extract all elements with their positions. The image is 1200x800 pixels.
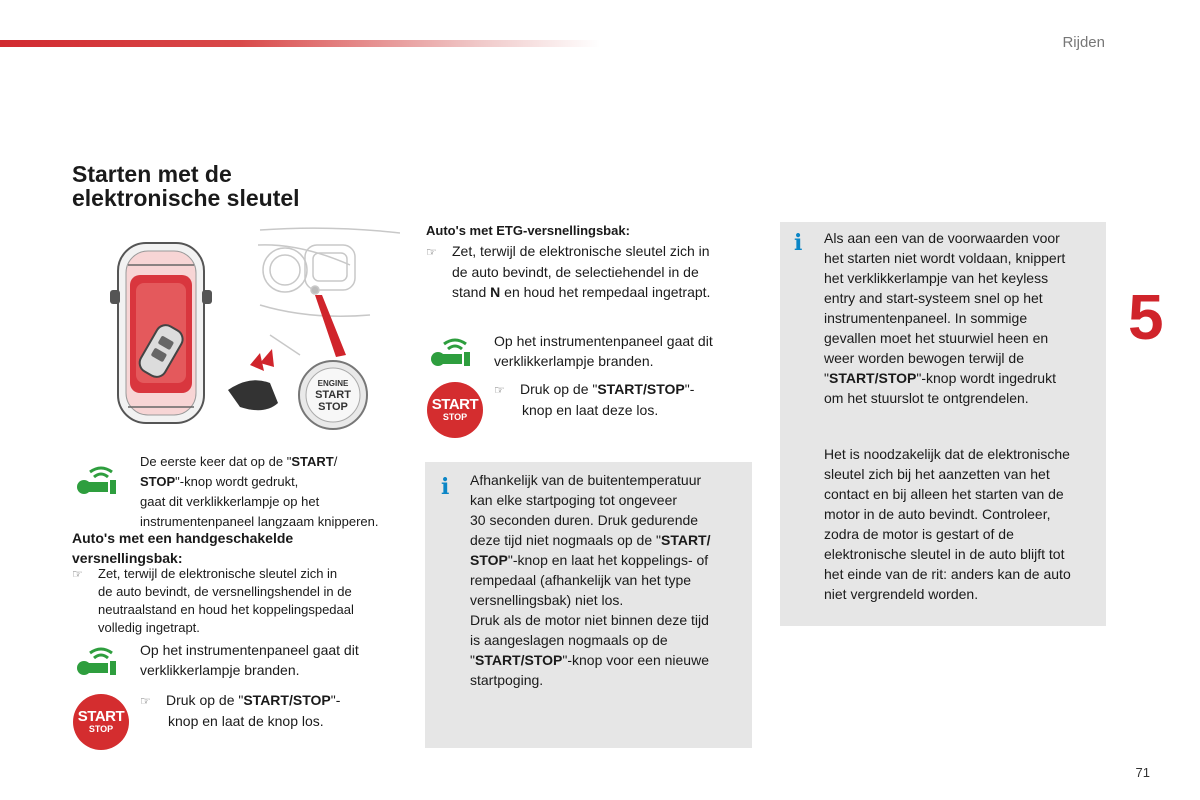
text: Druk op de " [520,381,598,397]
section-title: Rijden [1062,34,1105,51]
text: motor in de auto bevindt. Controleer, [824,506,1051,522]
text: Druk als de motor niet binnen deze tijd [470,612,709,628]
text: / [520,652,525,668]
manual-step-2 [140,690,410,731]
etg-heading: Auto's met ETG-versnellingsbak: [426,223,630,238]
pointing-hand-icon: ☞ [494,383,505,397]
start-key: START [243,692,289,708]
text: de auto bevindt, de selectiehendel in de [452,264,699,280]
text: / [706,532,711,548]
hand-press-icon [228,349,278,410]
manual-heading [72,528,293,568]
text: Druk op de " [166,692,244,708]
text: Het is noodzakelijk dat de elektronische [824,446,1070,462]
text: elektronische sleutel in de auto blijft tot [824,546,1065,562]
text: volledig ingetrapt. [98,620,200,635]
text: / [288,692,293,708]
text: stand [452,284,487,300]
text: gevallen moet het stuurwiel heen en [824,330,1049,346]
pointer-arrow-icon [315,295,346,357]
info-temperature-text [470,470,750,690]
text: instrumentenpaneel. In sommige [824,310,1028,326]
stop-key: STOP [646,381,685,397]
start-label: START [431,396,479,413]
text: deze tijd niet nogmaals op de " [470,532,661,548]
start-label: START [315,389,351,401]
info-steering-text [824,228,1104,408]
text: Als aan een van de voorwaarden voor [824,230,1060,246]
text: startpoging. [470,672,544,688]
first-time-paragraph [140,452,410,532]
text: het verklikkerlampje van het keyless [824,270,1049,286]
text: versnellingsbak) niet los. [470,592,624,608]
text: / [333,454,338,469]
text: "-knop voor een nieuwe [562,652,709,668]
text: entry and start-systeem snel op het [824,290,1043,306]
text: Afhankelijk van de buitentemperatuur [470,472,702,488]
text: 30 seconden duren. Druk gedurende [470,512,699,528]
title-line-1: Starten met de [72,161,232,187]
text: instrumentenpaneel langzaam knipperen. [140,514,379,529]
text: rempedaal (afhankelijk van het type [470,572,692,588]
etg-step-1 [426,241,756,302]
stop-key: STOP [524,652,563,668]
n-key: N [490,284,501,300]
text: gaat dit verklikkerlampje op het [140,494,320,509]
info-icon: i [794,230,803,256]
start-label: START [77,708,125,725]
manual-step-1 [72,565,402,637]
chapter-number: 5 [1128,281,1164,353]
text: verklikkerlampje branden. [140,662,300,678]
text: "- [330,692,341,708]
pointing-hand-icon: ☞ [72,567,83,581]
stop-label: STOP [88,724,114,734]
title-line-2: elektronische sleutel [72,185,300,211]
text: Zet, terwijl de elektronische sleutel zich in [98,566,338,581]
text: / [874,370,879,386]
key-lamp-icon [76,462,126,503]
text: om het stuurslot te ontgrendelen. [824,390,1029,406]
pointing-hand-icon: ☞ [426,245,437,259]
text: De eerste keer dat op de " [140,454,292,469]
text: " [470,652,475,668]
text: Op het instrumentenpaneel gaat dit [494,333,713,349]
text: knop en laat de knop los. [168,713,324,729]
start-key: START [474,652,521,668]
text: "-knop en laat het koppelings- of [507,552,709,568]
stop-label: STOP [318,401,348,413]
stop-key: STOP [878,370,917,386]
stop-key: STOP [140,474,176,489]
text: kan elke startpoging tot ongeveer [470,492,678,508]
text: het starten niet wordt voldaan, knippert [824,250,1066,266]
header-accent-bar [0,40,600,47]
text: niet vergrendeld worden. [824,586,979,602]
start-key: START [597,381,643,397]
text: Op het instrumentenpaneel gaat dit [140,642,359,658]
stop-label: STOP [442,412,468,422]
start-key: START [828,370,875,386]
text: knop en laat deze los. [522,402,659,418]
info-box-temperature [425,462,752,748]
page-title [72,162,372,210]
text: de auto bevindt, de versnellingshendel in de [98,584,352,599]
text: contact en bij alleen het starten van de [824,486,1064,502]
start-stop-button-icon [427,382,483,438]
heading-line: versnellingsbak: [72,550,183,566]
engine-start-stop-icon [299,361,367,429]
text: "-knop wordt gedrukt, [175,474,299,489]
text: Zet, terwijl de elektronische sleutel zich in [452,243,710,259]
stop-key: STOP [292,692,331,708]
text: "- [684,381,695,397]
stop-key: STOP [470,552,508,568]
start-stop-button-icon [73,694,129,750]
text: en houd het rempedaal ingetrapt. [504,284,711,300]
page-number: 71 [1135,765,1150,780]
text: weer worden bewogen terwijl de [824,350,1024,366]
key-lamp-icon [76,643,126,684]
start-key: START [291,454,334,469]
start-key: START [660,532,707,548]
text: is aangeslagen nogmaals op de [470,632,668,648]
text: / [642,381,647,397]
info-key-presence-text [824,444,1104,604]
text: zodra de motor is gestart of de [824,526,1014,542]
text: neutraalstand en houd het koppelingspedaal [98,602,354,617]
etg-step-2 [494,379,764,420]
manual-lamp-text [140,640,410,680]
text: "-knop wordt ingedrukt [916,370,1056,386]
text: verklikkerlampje branden. [494,353,654,369]
info-box-steering [780,222,1106,626]
etg-lamp-text [494,331,764,371]
pointing-hand-icon: ☞ [140,694,151,708]
key-lamp-icon [430,334,480,375]
text: " [824,370,829,386]
text: het einde van de rit: anders kan de auto [824,566,1071,582]
text: sleutel zich bij het aanzetten van het [824,466,1050,482]
engine-label: ENGINE [317,379,349,388]
heading-line: Auto's met een handgeschakelde [72,530,294,546]
car-illustration [100,225,400,445]
info-icon: i [441,474,450,500]
